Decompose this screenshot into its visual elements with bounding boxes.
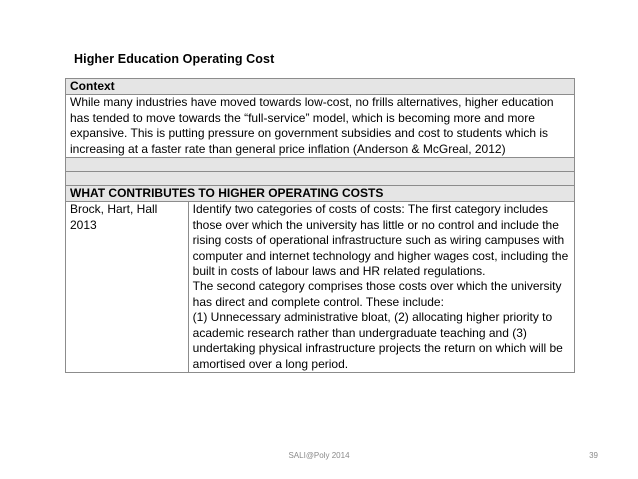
author-cell: Brock, Hart, Hall 2013 [66, 202, 189, 372]
context-text: While many industries have moved towards low-cost, no frills alternatives, higher education has tended to move towards the “full-service” model, which is becoming more and more expansive. This is putting pressure on government subsidies and cost to students which is increasing at a faster rate than general price inflation (Anderson & McGreal, 2012) [66, 95, 575, 158]
context-text-row [66, 95, 575, 158]
empty-cell [66, 158, 575, 172]
empty-cell [66, 172, 575, 186]
operating-cost-table [65, 78, 575, 373]
description-cell: Identify two categories of costs of costs: The first category includes those over which the university has little or no control and include the rising costs of operational infrastructure such as wiring campuses with computer and internet technology and higher wages cost, including the built in costs of labour laws and HR related regulations. The second category comprises those costs over which the university has direct and complete control. These include: (1) Unnecessary administrative bloat, (2) allocating higher priority to academic research rather than undergraduate teaching and (3) undertaking physical infrastructure projects the return on which will be amortised over a long period. [188, 202, 574, 372]
page-number: 39 [589, 451, 598, 460]
page-title: Higher Education Operating Cost [74, 52, 275, 66]
section-header-row [66, 186, 575, 202]
context-header: Context [66, 79, 575, 95]
section-header: WHAT CONTRIBUTES TO HIGHER OPERATING COSTS [66, 186, 575, 202]
empty-row [66, 158, 575, 172]
context-header-row [66, 79, 575, 95]
empty-row [66, 172, 575, 186]
table-row [66, 202, 575, 372]
footer-label: SALI@Poly 2014 [288, 451, 350, 460]
